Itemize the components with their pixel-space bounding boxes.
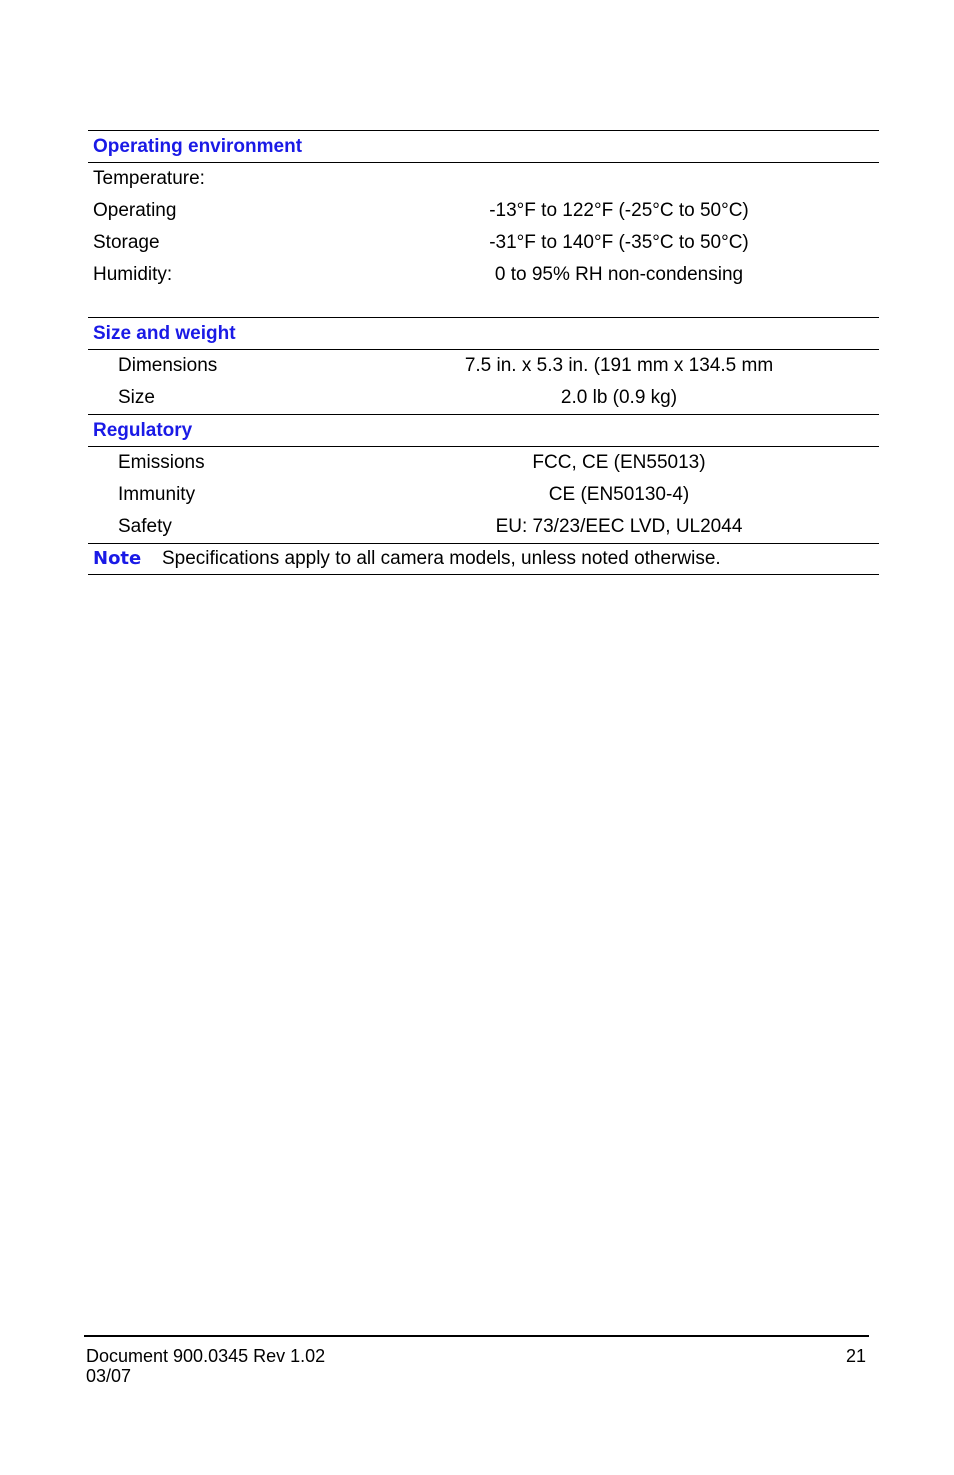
page-number: 21 — [845, 1346, 866, 1366]
spec-value: EU: 73/23/EEC LVD, UL2044 — [495, 516, 743, 537]
spec-label: Size — [118, 387, 155, 408]
spec-label: Immunity — [118, 484, 196, 505]
spec-value: CE (EN50130-4) — [548, 484, 690, 505]
specifications-table — [88, 130, 879, 575]
spec-row-safety — [88, 511, 879, 543]
spec-label: Dimensions — [118, 355, 218, 376]
document-number: Document 900.0345 Rev 1.02 — [86, 1346, 326, 1366]
spec-value: 7.5 in. x 5.3 in. (191 mm x 134.5 mm — [464, 355, 774, 376]
spec-row-operating — [88, 195, 879, 227]
spec-value: 0 to 95% RH non-condensing — [494, 264, 744, 285]
spec-row-humidity — [88, 259, 879, 291]
document-date: 03/07 — [86, 1366, 132, 1386]
spec-label: Safety — [118, 516, 172, 537]
note-row — [88, 543, 879, 575]
spec-label: Storage — [93, 232, 160, 253]
section-spacer — [88, 291, 879, 317]
footer-divider — [84, 1335, 869, 1337]
page-footer — [86, 1346, 866, 1386]
note-text: Specifications apply to all camera models, unless noted otherwise. — [162, 548, 721, 569]
spec-label: Humidity: — [93, 264, 173, 285]
note-label: Note — [93, 548, 142, 569]
spec-row-immunity — [88, 479, 879, 511]
spec-label: Emissions — [118, 452, 205, 473]
spec-value: FCC, CE (EN55013) — [532, 452, 706, 473]
spec-value: 2.0 lb (0.9 kg) — [560, 387, 678, 408]
spec-row-temperature — [88, 163, 879, 195]
section-heading-regulatory: Regulatory — [88, 414, 879, 447]
spec-row-storage — [88, 227, 879, 259]
section-heading-size-and-weight: Size and weight — [88, 317, 879, 350]
spec-row-size — [88, 382, 879, 414]
section-heading-operating-environment: Operating environment — [88, 130, 879, 163]
spec-label: Operating — [93, 200, 177, 221]
spec-row-dimensions — [88, 350, 879, 382]
spec-row-emissions — [88, 447, 879, 479]
spec-label: Temperature: — [93, 168, 205, 189]
spec-value: -31°F to 140°F (-35°C to 50°C) — [489, 232, 749, 253]
spec-value: -13°F to 122°F (-25°C to 50°C) — [489, 200, 749, 221]
